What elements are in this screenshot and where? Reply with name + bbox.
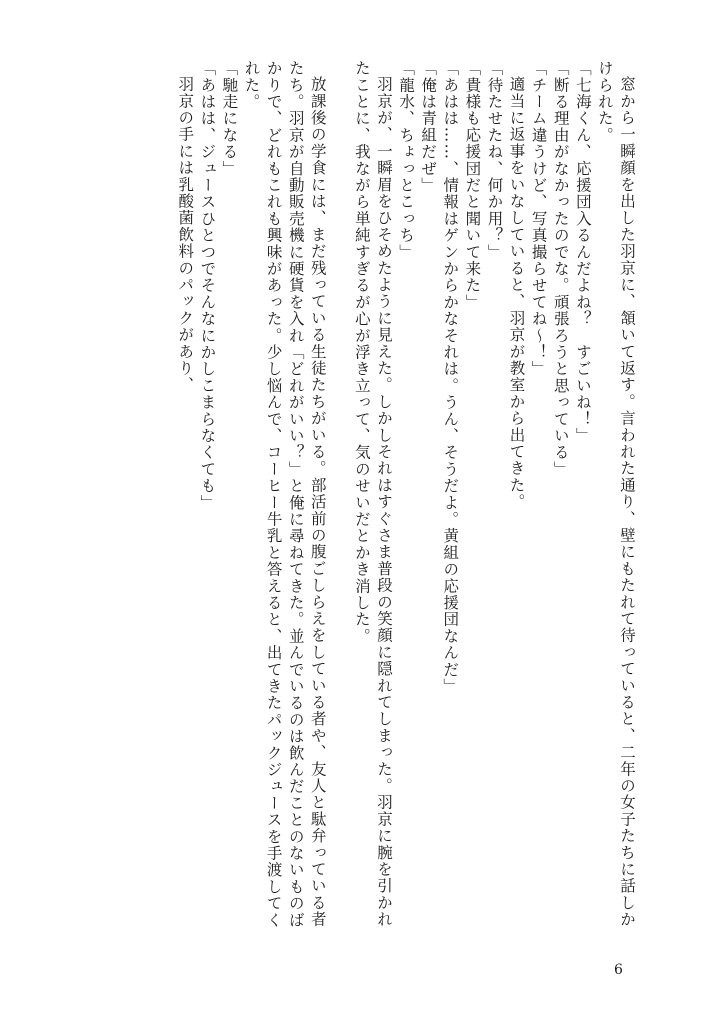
paragraph: 「断る理由がなかったのでな。頑張ろうと思っている」 (551, 60, 570, 478)
paragraph: 「チーム違うけど、写真撮らせてね〜！」 (529, 60, 548, 378)
blank-line (329, 60, 351, 940)
paragraph: 羽京が、一瞬眉をひそめたように見えた。しかしそれはすぐさま普段の笑顔に隠れてしまった。羽京に腕を引かれたことに、我ながら単純すぎるが心が浮き立って、気のせいだとかき消した。 (352, 60, 393, 928)
paragraph: 「龍水、ちょっとこっち」 (397, 60, 416, 261)
paragraph: 「貴様も応援団だと聞いて来た」 (463, 60, 482, 311)
paragraph: 「待たせたね、何か用？」 (485, 60, 504, 261)
body-text (78, 60, 638, 940)
paragraph: 羽京の手には乳酸菌飲料のパックがあり、 (176, 75, 195, 393)
paragraph: 放課後の学食には、まだ残っている生徒たちがいる。部活前の腹ごしらえをしている者や、友人と駄弁っている者たち。羽京が自動販売機に硬貨を入れ「どれがいい？」と俺に尋ねてきた。並んでいるのは飲んだことのないものばかりで、どれもこれも興味があった。少し悩んで、コーヒー牛乳と答えると、出てきたパックジュースを手渡してくれた。 (242, 60, 327, 929)
paragraph: 「馳走になる」 (220, 60, 239, 177)
paragraph: 適当に返事をいなしていると、羽京が教室から出てきた。 (507, 75, 526, 510)
paragraph: 「七海くん、応援団入るんだよね？ すごいね！」 (573, 60, 592, 445)
page-number: 6 (614, 962, 623, 978)
paragraph: 窓から一瞬顔を出した羽京に、頷いて返す。言われた通り、壁にもたれて待っていると、二年の女子たちに話しかけられた。 (595, 60, 636, 928)
paragraph: 「俺は青組だぜ」 (419, 60, 438, 194)
paragraph: 「あはは……、情報はゲンからかなそれは。うん、そうだよ。黄組の応援団なんだ」 (441, 60, 460, 695)
paragraph: 「あはは、ジュースひとつでそんなにかしこまらなくても」 (198, 60, 217, 511)
